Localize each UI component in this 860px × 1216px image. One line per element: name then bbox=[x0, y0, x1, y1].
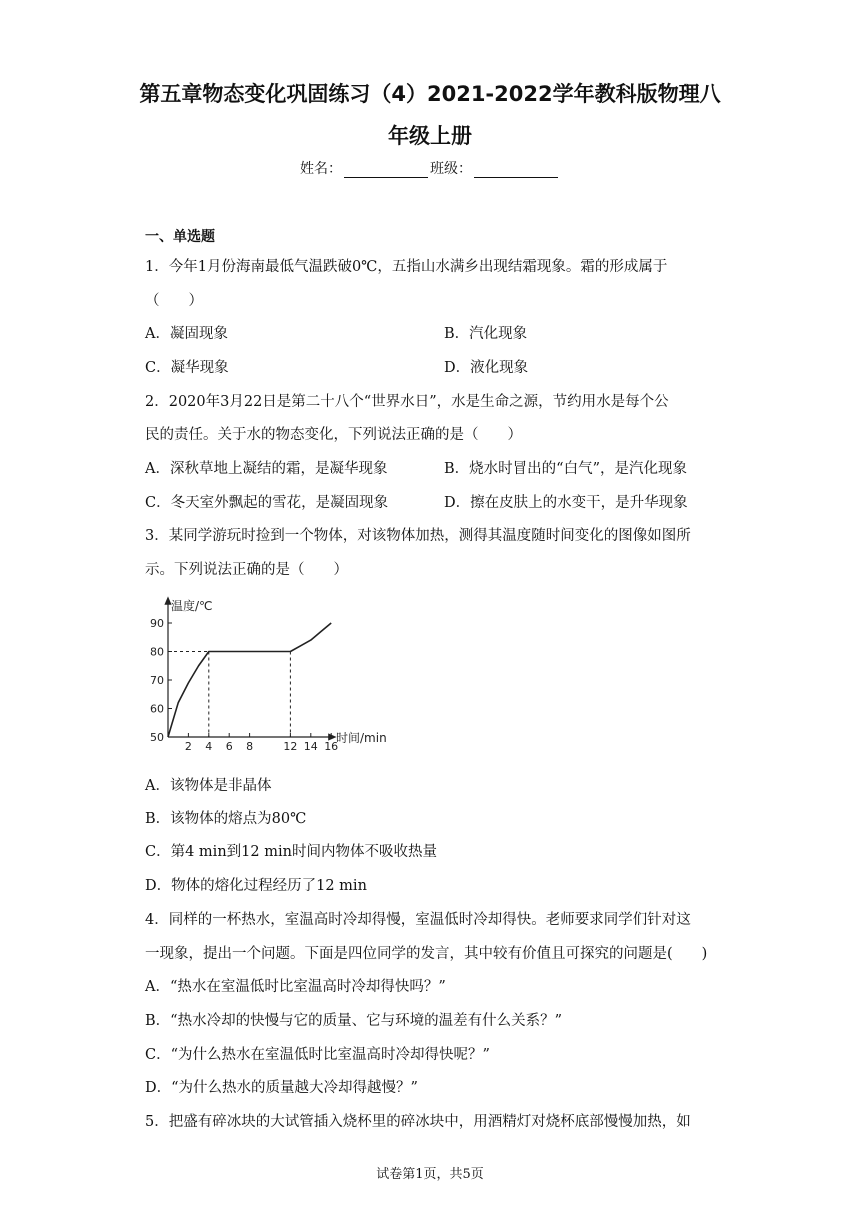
q5-stem: 5．把盛有碎冰块的大试管插入烧杯里的碎冰块中，用酒精灯对烧杯底部慢慢加热，如 bbox=[145, 1114, 691, 1130]
x-tick-label: 6 bbox=[225, 740, 233, 753]
q3-option-d[interactable]: D．物体的熔化过程经历了12 min bbox=[145, 878, 367, 894]
y-axis-label: 温度/℃ bbox=[171, 599, 213, 613]
q1-option-b[interactable]: B．汽化现象 bbox=[444, 326, 528, 342]
temperature-time-chart bbox=[138, 594, 388, 754]
q2-option-c[interactable]: C．冬天室外飘起的雪花，是凝固现象 bbox=[145, 495, 389, 511]
name-class-bar bbox=[0, 158, 860, 178]
x-tick-label: 16 bbox=[324, 740, 339, 753]
page-title-continued: 年级上册 bbox=[388, 124, 472, 148]
q1-option-d[interactable]: D．液化现象 bbox=[444, 360, 529, 376]
q2-option-d[interactable]: D．擦在皮肤上的水变干，是升华现象 bbox=[444, 495, 688, 511]
q3-stem-cont: 示。下列说法正确的是（ ） bbox=[145, 562, 348, 578]
class-label: 班级： bbox=[430, 161, 472, 177]
x-tick-label: 14 bbox=[303, 740, 318, 753]
q1-option-a[interactable]: A．凝固现象 bbox=[145, 326, 228, 342]
y-tick-label: 70 bbox=[150, 674, 164, 687]
x-axis-label: 时间/min bbox=[336, 731, 387, 745]
q4-option-b[interactable]: B．“热水冷却的快慢与它的质量、它与环境的温差有什么关系？” bbox=[145, 1013, 562, 1029]
x-tick-label: 8 bbox=[246, 740, 254, 753]
q3-option-b[interactable]: B．该物体的熔点为80℃ bbox=[145, 811, 307, 827]
name-label: 姓名： bbox=[300, 161, 342, 177]
q4-stem: 4．同样的一杯热水，室温高时冷却得慢，室温低时冷却得快。老师要求同学们针对这 bbox=[145, 912, 691, 928]
page-title: 第五章物态变化巩固练习（4）2021-2022学年教科版物理八 bbox=[139, 82, 721, 106]
name-blank[interactable] bbox=[344, 163, 428, 178]
q3-stem: 3．某同学游玩时捡到一个物体，对该物体加热，测得其温度随时间变化的图像如图所 bbox=[145, 528, 691, 544]
q3-option-a[interactable]: A．该物体是非晶体 bbox=[145, 778, 272, 794]
q1-stem-cont: （ ） bbox=[145, 293, 203, 309]
q2-stem-cont: 民的责任。关于水的物态变化，下列说法正确的是（ ） bbox=[145, 427, 522, 443]
q3-option-c[interactable]: C．第4 min到12 min时间内物体不吸收热量 bbox=[145, 844, 437, 860]
q4-stem-cont: 一现象，提出一个问题。下面是四位同学的发言，其中较有价值且可探究的问题是( ) bbox=[145, 946, 708, 962]
q2-option-a[interactable]: A．深秋草地上凝结的霜，是凝华现象 bbox=[145, 461, 388, 477]
temperature-curve bbox=[168, 623, 331, 737]
y-tick-label: 50 bbox=[150, 731, 164, 744]
section-heading: 一、单选题 bbox=[145, 229, 215, 245]
q4-option-a[interactable]: A．“热水在室温低时比室温高时冷却得快吗？” bbox=[145, 979, 446, 995]
x-tick-label: 12 bbox=[283, 740, 298, 753]
q1-option-c[interactable]: C．凝华现象 bbox=[145, 360, 229, 376]
y-tick-label: 60 bbox=[150, 702, 164, 716]
q1-stem: 1．今年1月份海南最低气温跌破0℃，五指山水满乡出现结霜现象。霜的形成属于 bbox=[145, 259, 668, 275]
q2-stem: 2．2020年3月22日是第二十八个“世界水日”，水是生命之源，节约用水是每个公 bbox=[145, 394, 669, 410]
q4-option-c[interactable]: C．“为什么热水在室温低时比室温高时冷却得快呢？” bbox=[145, 1047, 490, 1063]
y-tick-label: 90 bbox=[150, 617, 164, 630]
q4-option-d[interactable]: D．“为什么热水的质量越大冷却得越慢？” bbox=[145, 1080, 418, 1096]
class-blank[interactable] bbox=[474, 163, 558, 178]
page-footer: 试卷第1页，共5页 bbox=[376, 1167, 484, 1182]
y-tick-label: 80 bbox=[150, 645, 164, 659]
x-tick-label: 4 bbox=[205, 740, 213, 753]
q2-option-b[interactable]: B．烧水时冒出的“白气”，是汽化现象 bbox=[444, 461, 687, 477]
x-tick-label: 2 bbox=[184, 740, 192, 753]
